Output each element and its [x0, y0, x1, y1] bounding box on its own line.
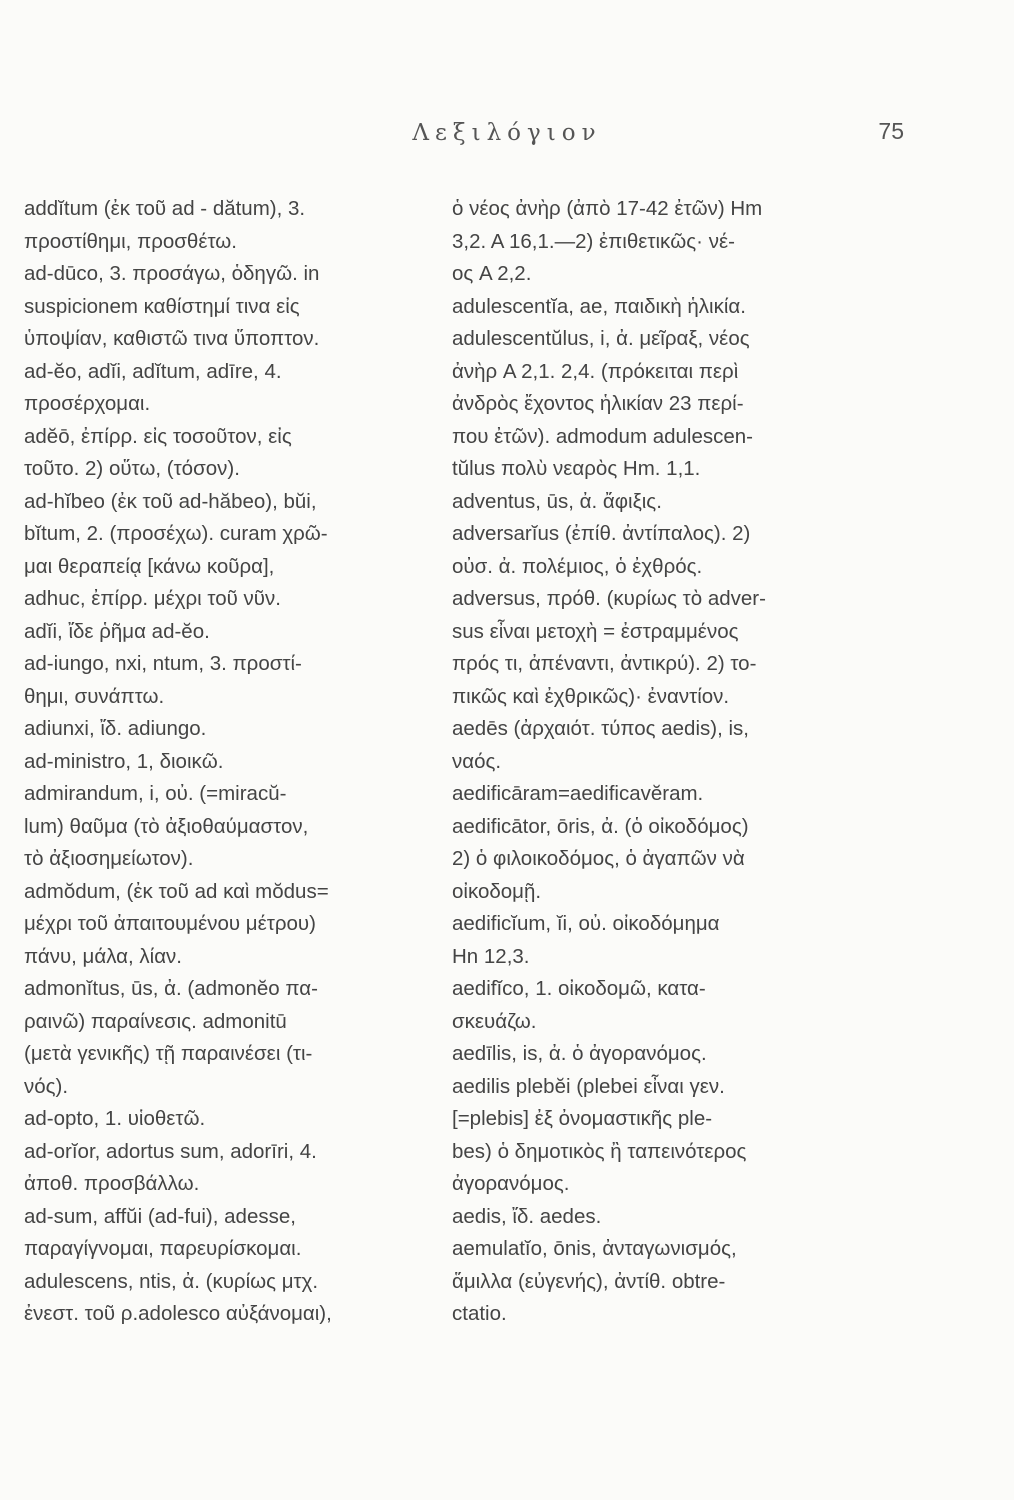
- text-line: προσέρχομαι.: [24, 392, 151, 415]
- text-line: ναός.: [452, 749, 502, 773]
- text-line: adulescens, ntis, ἀ. (κυρίως μτχ.: [24, 1269, 319, 1293]
- text-line: aedifĭco, 1. οἰκοδομῶ, κατα-: [452, 977, 706, 1000]
- left-column: [24, 193, 434, 1331]
- text-line: ραινῶ) παραίνεσις. admonitū: [24, 1009, 287, 1033]
- text-line: aedificĭum, ĭi, οὐ. οἰκοδόμημα: [452, 912, 720, 935]
- text-line: ἀποθ. προσβάλλω.: [24, 1172, 200, 1195]
- text-line: μαι θεραπείᾳ [κάνω κοῦρα],: [24, 554, 275, 578]
- text-line: admonĭtus, ūs, ἀ. (admonĕo πα-: [24, 977, 318, 1000]
- text-line: μέχρι τοῦ ἀπαιτουμένου μέτρου): [24, 912, 316, 935]
- text-line: ὁ νέος ἀνὴρ (ἀπὸ 17-42 ἐτῶν) Hm: [452, 197, 763, 220]
- text-line: πάνυ, μάλα, λίαν.: [24, 944, 183, 968]
- page-number: 75: [878, 118, 904, 144]
- text-line: ad-ĕo, adĭi, adĭtum, adīre, 4.: [24, 359, 282, 383]
- text-line: ctatio.: [452, 1302, 507, 1325]
- text-line: τοῦτο. 2) οὕτω, (τόσον).: [24, 457, 240, 480]
- text-line: ad-opto, 1. υἱοθετῶ.: [24, 1107, 206, 1130]
- text-line: ὑποψίαν, καθιστῶ τινα ὕποπτον.: [24, 327, 320, 350]
- text-line: ἐνεστ. τοῦ ρ.adolesco αὐξάνομαι),: [24, 1302, 332, 1325]
- text-line: [=plebis] ἐξ ὀνομαστικῆς ple-: [452, 1107, 713, 1130]
- text-line: tŭlus πολὺ νεαρὸς Hm. 1,1.: [452, 457, 701, 480]
- text-line: ad-ministro, 1, διοικῶ.: [24, 749, 224, 773]
- text-line: aemulatĭo, ōnis, ἀνταγωνισμός,: [452, 1237, 737, 1260]
- running-header: Λεξιλόγιον: [412, 120, 602, 146]
- text-line: ἀγορανόμος.: [452, 1172, 570, 1195]
- text-line: ἀνδρὸς ἔχοντος ἡλικίαν 23 περί-: [452, 392, 744, 415]
- text-line: adversus, πρόθ. (κυρίως τὸ adver-: [452, 587, 766, 610]
- text-line: παραγίγνομαι, παρευρίσκομαι.: [24, 1237, 302, 1260]
- text-line: aedēs (ἀρχαιότ. τύπος aedis), is,: [452, 717, 749, 740]
- text-line: ad-hĭbeo (ἐκ τοῦ ad-hăbeo), bŭi,: [24, 489, 317, 513]
- text-line: που ἐτῶν). admodum adulescen-: [452, 424, 754, 448]
- text-line: ad-orĭor, adortus sum, adorīri, 4.: [24, 1139, 317, 1163]
- text-line: adventus, ūs, ἀ. ἄφιξις.: [452, 489, 662, 513]
- text-line: Hn 12,3.: [452, 944, 530, 968]
- text-line: bes) ὁ δημοτικὸς ἢ ταπεινότερος: [452, 1139, 747, 1163]
- right-column: [452, 193, 872, 1331]
- text-line: σκευάζω.: [452, 1009, 537, 1033]
- text-line: ἅμιλλα (εὐγενής), ἀντίθ. obtre-: [452, 1269, 726, 1293]
- text-line: προστίθημι, προσθέτω.: [24, 229, 237, 253]
- text-line: adhuc, ἐπίρρ. μέχρι τοῦ νῦν.: [24, 587, 281, 610]
- text-line: ος A 2,2.: [452, 262, 532, 285]
- text-line: addĭtum (ἐκ τοῦ ad - dătum), 3.: [24, 197, 306, 220]
- text-line: aedis, ἴδ. aedes.: [452, 1204, 602, 1228]
- text-line: ἀνὴρ A 2,1. 2,4. (πρόκειται περὶ: [452, 359, 739, 383]
- text-line: adulescentŭlus, i, ἀ. μεῖραξ, νέος: [452, 327, 750, 350]
- text-line: νός).: [24, 1074, 69, 1098]
- text-line: πρός τι, ἀπέναντι, ἀντικρύ). 2) το-: [452, 652, 757, 675]
- text-line: (μετὰ γενικῆς) τῇ παραινέσει (τι-: [24, 1042, 313, 1065]
- text-line: adversarĭus (ἐπίθ. ἀντίπαλος). 2): [452, 522, 751, 545]
- text-line: suspicionem καθίστημί τινα εἰς: [24, 294, 300, 318]
- text-line: aedificāram=aedificavĕram.: [452, 782, 704, 805]
- text-line: lum) θαῦμα (τὸ ἀξιοθαύμαστον,: [24, 814, 309, 838]
- text-line: aedīlis, is, ἀ. ὁ ἀγορανόμος.: [452, 1042, 707, 1065]
- text-line: aedilis plebĕi (plebei εἶναι γεν.: [452, 1074, 725, 1098]
- text-line: οἰκοδομῇ.: [452, 879, 542, 903]
- text-line: τὸ ἀξιοσημείωτον).: [24, 847, 194, 870]
- text-line: πικῶς καὶ ἐχθρικῶς)· ἐναντίον.: [452, 684, 730, 708]
- text-line: adulescentĭa, ae, παιδικὴ ἡλικία.: [452, 294, 746, 318]
- text-line: 3,2. A 16,1.—2) ἐπιθετικῶς· νέ-: [452, 229, 735, 253]
- text-line: θημι, συνάπτω.: [24, 684, 165, 708]
- text-line: sus εἶναι μετοχὴ = ἐστραμμένος: [452, 619, 739, 643]
- text-line: admirandum, i, οὐ. (=miracŭ-: [24, 782, 287, 805]
- text-line: adĭi, ἴδε ῥῆμα ad-ĕo.: [24, 619, 210, 643]
- text-line: οὐσ. ἀ. πολέμιος, ὁ ἐχθρός.: [452, 554, 703, 578]
- text-line: ad-iungo, nxi, ntum, 3. προστί-: [24, 652, 302, 675]
- text-line: adĕō, ἐπίρρ. εἰς τοσοῦτον, εἰς: [24, 424, 292, 448]
- text-line: admŏdum, (ἐκ τοῦ ad καὶ mŏdus=: [24, 879, 329, 903]
- text-line: aedificātor, ōris, ἀ. (ὁ οἰκοδόμος): [452, 814, 749, 838]
- text-line: ad-sum, affŭi (ad-fui), adesse,: [24, 1204, 296, 1228]
- text-line: bĭtum, 2. (προσέχω). curam χρῶ-: [24, 522, 328, 545]
- text-line: adiunxi, ἴδ. adiungo.: [24, 717, 207, 740]
- text-line: 2) ὁ φιλοικοδόμος, ὁ ἀγαπῶν νὰ: [452, 847, 745, 870]
- text-line: ad-dūco, 3. προσάγω, ὁδηγῶ. in: [24, 262, 320, 285]
